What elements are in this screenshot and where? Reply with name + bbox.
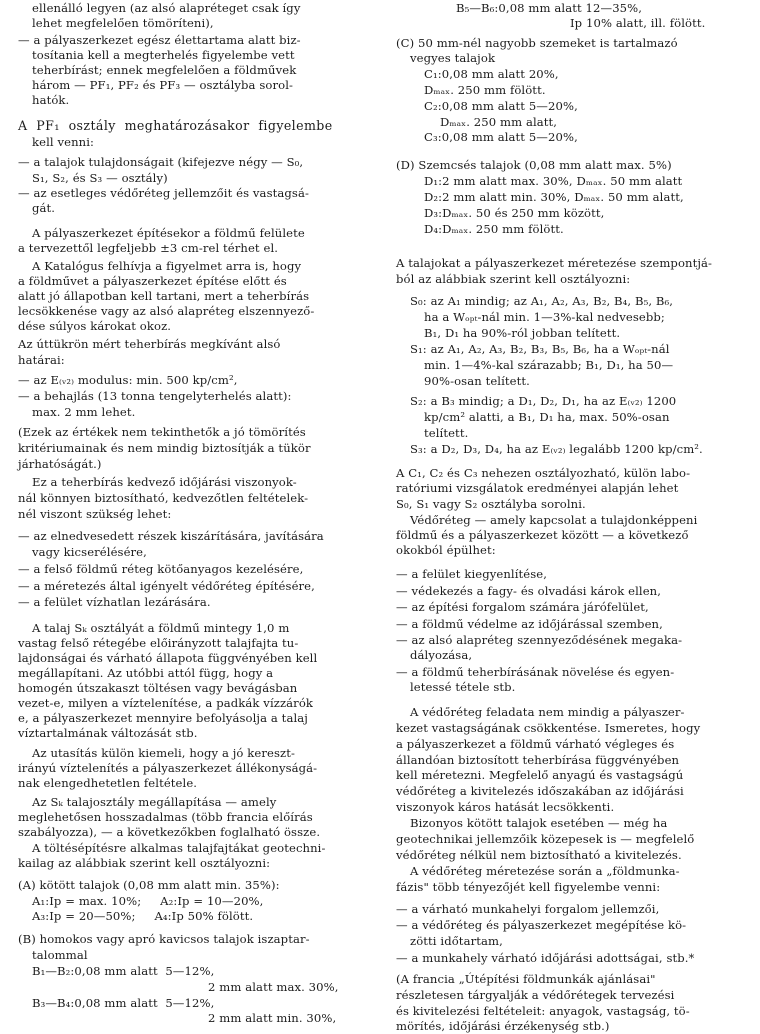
text-line: — a felület vízhatlan lezárására. <box>18 595 211 609</box>
text-line: B₅—B₆:0,08 mm alatt 12—35%, <box>456 1 643 15</box>
text-line: mörítés, időjárási érzékenység stb.) <box>396 1019 610 1033</box>
text-line: tosítania kell a megterhelés figyelembe vett <box>32 48 295 62</box>
text-line: Az Sₖ talajosztály megállapítása — amely <box>32 795 277 809</box>
text-line: A C₁, C₂ és C₃ nehezen osztályozható, külön labo- <box>396 466 691 480</box>
text-line: (B) homokos vagy apró kavicsos talajok iszaptar- <box>18 932 310 946</box>
text-line: homogén útszakaszt töltésen vagy bevágásban <box>18 681 298 695</box>
text-line: — a munkahely várható időjárási adottságai, stb.* <box>396 951 695 965</box>
text-line: — a behajlás (13 tonna tengelyterhelés alatt): <box>18 389 292 403</box>
text-line: — a földmű teherbírásának növelése és egyen- <box>396 665 675 679</box>
text-line: C₁:0,08 mm alatt 20%, <box>424 67 559 81</box>
text-line: (A francia „Útépítési földmunkák ajánlásai" <box>396 972 656 986</box>
text-line: ratóriumi vizsgálatok eredményei alapján lehet <box>396 481 679 495</box>
text-line: viszonyok káros hatását lecsökkenti. <box>396 800 615 814</box>
text-line: S₂: a B₃ mindig; a D₁, D₂, D₁, ha az E₍ᵥ₂₎ 1200 <box>410 394 677 408</box>
text-line: kritériumainak és nem mindig biztosítják a tükör <box>18 441 311 455</box>
text-line: — az építési forgalom számára járófelület, <box>396 600 649 614</box>
text-line: határai: <box>18 353 65 367</box>
text-line: három — PF₁, PF₂ és PF₃ — osztályba sorol- <box>32 78 294 92</box>
text-line: védőréteg nélkül nem biztosítható a kivitelezés. <box>396 848 682 862</box>
text-line: részletesen tárgyalják a védőrétegek tervezési <box>396 988 675 1002</box>
text-line: S₀: az A₁ mindig; az A₁, A₂, A₃, B₂, B₄, B₅, B₆, <box>410 294 674 308</box>
text-line: telített. <box>424 426 469 440</box>
text-line: (Ezek az értékek nem tekinthetők a jó tömörítés <box>18 425 306 439</box>
text-line: letessé tétele stb. <box>410 680 516 694</box>
text-line: A védőréteg méretezése során a „földmunka- <box>410 864 680 878</box>
text-line: Ez a teherbírás kedvező időjárási viszonyok- <box>32 475 297 489</box>
text-line: — a méretezés által igényelt védőréteg építésére, <box>18 579 315 593</box>
text-line: — a védőréteg és pályaszerkezet megépítése kö- <box>396 918 687 932</box>
text-line: Védőréteg — amely kapcsolat a tulajdonképpeni <box>410 513 698 527</box>
text-line: nak elengedhetetlen feltétele. <box>18 776 198 790</box>
text-line: S₁, S₂, és S₃ — osztály) <box>32 171 168 185</box>
text-line: 90%-osan telített. <box>424 374 530 388</box>
text-line: nál könnyen biztosítható, kedvezőtlen feltételek- <box>18 491 309 505</box>
text-line: védőréteg a kivitelezés időszakában az időjárási <box>396 784 684 798</box>
text-line: C₃:0,08 mm alatt 5—20%, <box>424 130 578 144</box>
text-line: nél viszont szükség lehet: <box>18 507 172 521</box>
text-line: D₄:Dₘₐₓ. 250 mm fölött. <box>424 222 564 236</box>
text-line: meglehetősen hosszadalmas (több francia előírás <box>18 810 313 824</box>
text-line: — a pályaszerkezet egész élettartama alatt biz- <box>18 33 301 47</box>
text-line: dése súlyos károkat okoz. <box>18 319 172 333</box>
text-line: alatt jó állapotban kell tartani, mert a teherbírás <box>18 289 310 303</box>
text-line: 2 mm alatt max. 30%, <box>208 980 339 994</box>
text-line: ha a Wₒₚₜ-nál min. 1—3%-kal nedvesebb; <box>424 310 665 324</box>
text-line: A talaj Sₖ osztályát a földmű mintegy 1,0 m <box>32 621 290 635</box>
text-line: lehet megfelelően tömöríteni), <box>32 16 214 30</box>
text-line: — a felső földmű réteg kötőanyagos kezelésére, <box>18 562 304 576</box>
text-line: gát. <box>32 201 56 215</box>
text-line: vastag felső rétegébe előirányzott talajfajta tu- <box>18 636 299 650</box>
text-line: D₂:2 mm alatt min. 30%, Dₘₐₓ. 50 mm alatt, <box>424 190 684 204</box>
text-line: A védőréteg feladata nem mindig a pályaszer- <box>410 705 685 719</box>
text-line: kell méretezni. Megfelelő anyagú és vastagságú <box>396 768 684 782</box>
text-line: Bizonyos kötött talajok esetében — még ha <box>410 816 668 830</box>
text-line: Ip 10% alatt, ill. fölött. <box>570 16 706 30</box>
text-line: D₃:Dₘₐₓ. 50 és 250 mm között, <box>424 206 605 220</box>
text-line: Dₘₐₓ. 250 mm fölött. <box>424 83 546 97</box>
text-line: B₁—B₂:0,08 mm alatt 5—12%, <box>32 964 215 978</box>
text-line: — az alsó alapréteg szennyeződésének megaka- <box>396 633 683 647</box>
text-line: geotechnikai jellemzőik közepesek is — megfelelő <box>396 832 695 846</box>
text-line: A PF₁ osztály meghatározásakor figyelembe <box>18 118 333 133</box>
text-line: A₁:Ip = max. 10%; A₂:Ip = 10—20%, <box>32 894 264 908</box>
text-line: ellenálló legyen (az alsó alapréteget csak így <box>32 1 301 15</box>
text-line: (A) kötött talajok (0,08 mm alatt min. 35%): <box>18 878 280 892</box>
text-line: a földművet a pályaszerkezet építése előtt és <box>18 274 287 288</box>
text-line: (D) Szemcsés talajok (0,08 mm alatt max. 5%) <box>396 158 672 172</box>
text-line: okokból épülhet: <box>396 543 496 557</box>
text-line: lecsökkenése vagy az alsó alapréteg elszennyező- <box>18 304 315 318</box>
text-line: A pályaszerkezet építésekor a földmű felülete <box>32 226 305 240</box>
text-line: (C) 50 mm-nél nagyobb szemeket is tartalmazó <box>396 36 678 50</box>
text-line: kailag az alábbiak szerint kell osztályozni: <box>18 856 271 870</box>
text-line: max. 2 mm lehet. <box>32 405 136 419</box>
text-line: megállapítani. Az utóbbi attól függ, hogy a <box>18 666 274 680</box>
text-line: — a várható munkahelyi forgalom jellemzői, <box>396 902 660 916</box>
text-line: D₁:2 mm alatt max. 30%, Dₘₐₓ. 50 mm alatt <box>424 174 683 188</box>
text-line: dályozása, <box>410 648 473 662</box>
text-line: lajdonságai és várható állapota függvényében kell <box>18 651 318 665</box>
text-line: vezet-e, milyen a víztelenítése, a padkák vízzárók <box>18 696 314 710</box>
text-line: hatók. <box>32 93 70 107</box>
text-line: min. 1—4%-kal szárazabb; B₁, D₁, ha 50— <box>424 358 674 372</box>
text-line: e, a pályaszerkezet mennyire befolyásolja a talaj <box>18 711 308 725</box>
text-line: Az utasítás külön kiemeli, hogy a jó kereszt- <box>32 746 296 760</box>
text-line: víztartalmának változását stb. <box>18 726 198 740</box>
text-line: A töltésépítésre alkalmas talajfajtákat geotechni- <box>32 841 326 855</box>
text-line: — a talajok tulajdonságait (kifejezve négy — S₀, <box>18 155 304 169</box>
text-line: A₃:Ip = 20—50%; A₄:Ip 50% fölött. <box>32 909 254 923</box>
text-line: kell venni: <box>32 135 95 149</box>
text-line: szabályozza), — a következőkben foglalható össze. <box>18 825 321 839</box>
text-line: S₃: a D₂, D₃, D₄, ha az E₍ᵥ₂₎ legalább 1200 kp/cm². <box>410 442 703 456</box>
text-line: ból az alábbiak szerint kell osztályozni: <box>396 272 631 286</box>
text-line: és kivitelezési feltételeit: anyagok, vastagság, tö- <box>396 1004 690 1018</box>
text-line: járhatóságát.) <box>18 457 102 471</box>
text-line: irányú víztelenítés a pályaszerkezet állékonyságá- <box>18 761 318 775</box>
text-line: — az elnedvesedett részek kiszárítására, javítására <box>18 529 324 543</box>
text-line: a tervezettől legfeljebb ±3 cm-rel térhet el. <box>18 241 279 255</box>
text-line: földmű és a pályaszerkezet között — a következő <box>396 528 689 542</box>
text-line: S₀, S₁ vagy S₂ osztályba sorolni. <box>396 497 586 511</box>
text-line: vagy kicserélésére, <box>32 545 147 559</box>
text-line: B₁, D₁ ha 90%-ról jobban telített. <box>424 326 621 340</box>
text-line: vegyes talajok <box>410 51 496 65</box>
text-line: fázis" több tényezőjét kell figyelembe venni: <box>396 880 661 894</box>
text-line: — az E₍ᵥ₂₎ modulus: min. 500 kp/cm², <box>18 373 238 387</box>
text-line: — védekezés a fagy- és olvadási károk ellen, <box>396 584 662 598</box>
text-line: — a felület kiegyenlítése, <box>396 567 548 581</box>
text-line: zötti időtartam, <box>410 934 503 948</box>
text-line: — a földmű védelme az időjárással szemben, <box>396 617 663 631</box>
text-line: S₁: az A₁, A₂, A₃, B₂, B₃, B₅, B₆, ha a Wₒₚₜ-nál <box>410 342 670 356</box>
text-line: A Katalógus felhívja a figyelmet arra is, hogy <box>32 259 302 273</box>
text-line: talommal <box>32 948 88 962</box>
text-line: 2 mm alatt min. 30%, <box>208 1011 337 1025</box>
text-line: kezet vastagságának csökkentése. Ismeretes, hogy <box>396 721 701 735</box>
text-line: kp/cm² alatti, a B₁, D₁ ha, max. 50%-osan <box>424 410 670 424</box>
text-line: állandóan biztosított teherbírása függvényében <box>396 753 680 767</box>
text-line: C₂:0,08 mm alatt 5—20%, <box>424 99 578 113</box>
text-line: a pályaszerkezet a földmű várható végleges és <box>396 737 675 751</box>
text-line: Dₘₐₓ. 250 mm alatt, <box>440 115 558 129</box>
text-line: Az úttükrön mért teherbírás megkívánt alsó <box>18 337 281 351</box>
text-line: B₃—B₄:0,08 mm alatt 5—12%, <box>32 996 215 1010</box>
text-line: teherbírást; ennek megfelelően a földművek <box>32 63 297 77</box>
text-line: A talajokat a pályaszerkezet méretezése szempontjá- <box>396 256 713 270</box>
text-line: — az esetleges védőréteg jellemzőit és vastagsá- <box>18 186 309 200</box>
